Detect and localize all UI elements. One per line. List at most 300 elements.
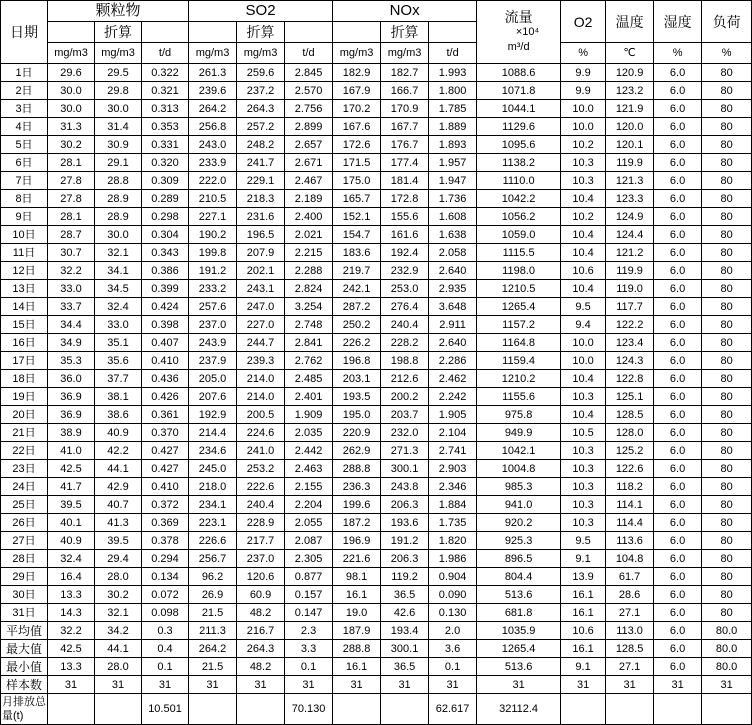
table-cell: 2.401 bbox=[285, 388, 333, 406]
table-cell: 192.9 bbox=[189, 406, 237, 424]
table-cell: 1.909 bbox=[285, 406, 333, 424]
table-cell: 30.2 bbox=[95, 586, 142, 604]
table-cell: 166.7 bbox=[381, 82, 429, 100]
table-cell: 80.0 bbox=[702, 658, 752, 676]
table-cell: 0.378 bbox=[142, 532, 189, 550]
table-cell: 1.893 bbox=[429, 136, 477, 154]
table-cell: 33.0 bbox=[48, 280, 95, 298]
header-humidity: 湿度 bbox=[654, 1, 702, 43]
table-cell: 2.640 bbox=[429, 262, 477, 280]
table-cell: 239.6 bbox=[189, 82, 237, 100]
table-cell: 202.1 bbox=[237, 262, 285, 280]
table-cell: 10.5 bbox=[561, 424, 606, 442]
table-cell: 19.0 bbox=[333, 604, 381, 622]
table-cell: 60.9 bbox=[237, 586, 285, 604]
table-cell: 2.841 bbox=[285, 334, 333, 352]
table-cell: 80 bbox=[702, 334, 752, 352]
table-cell: 226.2 bbox=[333, 334, 381, 352]
table-cell: 1.820 bbox=[429, 532, 477, 550]
table-cell: 31 bbox=[606, 676, 654, 694]
table-cell: 2.104 bbox=[429, 424, 477, 442]
table-row bbox=[1, 568, 752, 586]
table-cell: 288.8 bbox=[333, 640, 381, 658]
table-cell: 216.7 bbox=[237, 622, 285, 640]
table-cell: 200.5 bbox=[237, 406, 285, 424]
table-cell: 41.0 bbox=[48, 442, 95, 460]
table-cell: 2.400 bbox=[285, 208, 333, 226]
table-cell: 121.9 bbox=[606, 100, 654, 118]
table-cell: 2.058 bbox=[429, 244, 477, 262]
table-cell: 10.3 bbox=[561, 388, 606, 406]
table-row bbox=[1, 478, 752, 496]
table-cell: 80 bbox=[702, 82, 752, 100]
table-cell: 34.4 bbox=[48, 316, 95, 334]
table-cell: 30.0 bbox=[48, 82, 95, 100]
table-cell: 42.5 bbox=[48, 460, 95, 478]
table-cell: 203.1 bbox=[333, 370, 381, 388]
table-cell: 16.4 bbox=[48, 568, 95, 586]
table-cell: 31 bbox=[333, 676, 381, 694]
table-row-label: 25日 bbox=[1, 496, 48, 514]
table-cell: 32.4 bbox=[95, 298, 142, 316]
table-cell: 31 bbox=[477, 676, 561, 694]
table-cell: 36.5 bbox=[381, 586, 429, 604]
table-cell: 40.9 bbox=[48, 532, 95, 550]
table-cell: 226.6 bbox=[189, 532, 237, 550]
table-cell: 10.0 bbox=[561, 352, 606, 370]
table-cell: 124.4 bbox=[606, 226, 654, 244]
table-cell: 2.346 bbox=[429, 478, 477, 496]
table-cell: 28.0 bbox=[95, 568, 142, 586]
table-cell: 261.3 bbox=[189, 64, 237, 82]
table-cell: 207.9 bbox=[237, 244, 285, 262]
table-cell: 207.6 bbox=[189, 388, 237, 406]
table-cell: 237.2 bbox=[237, 82, 285, 100]
table-cell: 198.8 bbox=[381, 352, 429, 370]
table-cell: 227.0 bbox=[237, 316, 285, 334]
table-cell: 221.6 bbox=[333, 550, 381, 568]
table-cell: 192.4 bbox=[381, 244, 429, 262]
table-cell: 170.9 bbox=[381, 100, 429, 118]
table-cell: 176.7 bbox=[381, 136, 429, 154]
unit-nox-conv-mg: mg/m3 bbox=[381, 43, 429, 64]
table-cell: 13.9 bbox=[561, 568, 606, 586]
table-cell: 0.372 bbox=[142, 496, 189, 514]
table-cell: 42.6 bbox=[381, 604, 429, 622]
table-cell: 172.8 bbox=[381, 190, 429, 208]
summary-row-label: 最小值 bbox=[1, 658, 48, 676]
table-cell: 0.877 bbox=[285, 568, 333, 586]
table-cell: 2.845 bbox=[285, 64, 333, 82]
summary-row bbox=[1, 640, 752, 658]
table-cell: 2.055 bbox=[285, 514, 333, 532]
table-cell: 128.5 bbox=[606, 640, 654, 658]
table-cell: 2.462 bbox=[429, 370, 477, 388]
table-cell: 80 bbox=[702, 424, 752, 442]
table-cell: 9.4 bbox=[561, 316, 606, 334]
table-cell: 224.6 bbox=[237, 424, 285, 442]
table-cell: 2.204 bbox=[285, 496, 333, 514]
table-cell: 1155.6 bbox=[477, 388, 561, 406]
table-cell: 237.0 bbox=[189, 316, 237, 334]
table-row bbox=[1, 370, 752, 388]
unit-particulate-td: t/d bbox=[142, 43, 189, 64]
unit-nox-mg: mg/m3 bbox=[333, 43, 381, 64]
table-cell: 0.3 bbox=[142, 622, 189, 640]
unit-so2-td: t/d bbox=[285, 43, 333, 64]
table-cell: 31.4 bbox=[95, 118, 142, 136]
table-cell: 38.1 bbox=[95, 388, 142, 406]
table-row-label: 12日 bbox=[1, 262, 48, 280]
summary-row-label: 最大值 bbox=[1, 640, 48, 658]
table-cell: 80 bbox=[702, 568, 752, 586]
table-cell: 35.1 bbox=[95, 334, 142, 352]
table-cell: 182.7 bbox=[381, 64, 429, 82]
header-nox: NOx bbox=[333, 1, 477, 22]
table-cell: 34.5 bbox=[95, 280, 142, 298]
table-row bbox=[1, 442, 752, 460]
table-cell: 0.427 bbox=[142, 460, 189, 478]
table-cell: 181.4 bbox=[381, 172, 429, 190]
table-cell: 196.5 bbox=[237, 226, 285, 244]
table-cell: 6.0 bbox=[654, 280, 702, 298]
monthly-so2-total: 70.130 bbox=[285, 694, 333, 725]
table-cell: 10.2 bbox=[561, 208, 606, 226]
table-cell: 199.8 bbox=[189, 244, 237, 262]
table-cell: 0.157 bbox=[285, 586, 333, 604]
table-cell: 27.1 bbox=[606, 658, 654, 676]
table-cell: 233.9 bbox=[189, 154, 237, 172]
table-cell: 264.2 bbox=[189, 640, 237, 658]
table-row-label: 26日 bbox=[1, 514, 48, 532]
table-cell: 41.3 bbox=[95, 514, 142, 532]
table-cell: 2.189 bbox=[285, 190, 333, 208]
table-cell: 80 bbox=[702, 190, 752, 208]
table-cell: 1110.0 bbox=[477, 172, 561, 190]
table-cell: 118.2 bbox=[606, 478, 654, 496]
table-cell: 264.3 bbox=[237, 100, 285, 118]
table-cell: 1035.9 bbox=[477, 622, 561, 640]
table-cell: 80 bbox=[702, 244, 752, 262]
table-cell: 896.5 bbox=[477, 550, 561, 568]
table-cell: 219.7 bbox=[333, 262, 381, 280]
table-row bbox=[1, 244, 752, 262]
table-cell: 1088.6 bbox=[477, 64, 561, 82]
table-cell: 218.3 bbox=[237, 190, 285, 208]
table-cell: 6.0 bbox=[654, 352, 702, 370]
table-cell: 104.8 bbox=[606, 550, 654, 568]
table-cell: 119.2 bbox=[381, 568, 429, 586]
table-cell: 206.3 bbox=[381, 550, 429, 568]
table-cell: 6.0 bbox=[654, 118, 702, 136]
table-row bbox=[1, 226, 752, 244]
table-cell: 925.3 bbox=[477, 532, 561, 550]
table-cell: 2.242 bbox=[429, 388, 477, 406]
table-cell: 975.8 bbox=[477, 406, 561, 424]
table-row-label: 24日 bbox=[1, 478, 48, 496]
table-cell: 80 bbox=[702, 388, 752, 406]
table-cell: 123.4 bbox=[606, 334, 654, 352]
table-cell: 10.3 bbox=[561, 514, 606, 532]
table-cell: 80 bbox=[702, 298, 752, 316]
table-cell: 16.1 bbox=[333, 658, 381, 676]
table-cell: 240.4 bbox=[381, 316, 429, 334]
table-cell: 27.8 bbox=[48, 172, 95, 190]
table-cell: 2.155 bbox=[285, 478, 333, 496]
table-cell: 200.2 bbox=[381, 388, 429, 406]
table-cell: 0.436 bbox=[142, 370, 189, 388]
table-cell: 10.3 bbox=[561, 442, 606, 460]
table-row bbox=[1, 388, 752, 406]
table-cell: 10.4 bbox=[561, 226, 606, 244]
monthly-flow-total: 32112.4 bbox=[477, 694, 561, 725]
table-cell: 80 bbox=[702, 226, 752, 244]
table-cell: 232.9 bbox=[381, 262, 429, 280]
table-cell: 0.090 bbox=[429, 586, 477, 604]
table-row-label: 2日 bbox=[1, 82, 48, 100]
header-flow bbox=[477, 1, 561, 64]
table-cell: 6.0 bbox=[654, 262, 702, 280]
table-cell: 39.5 bbox=[48, 496, 95, 514]
table-row bbox=[1, 136, 752, 154]
table-cell: 122.2 bbox=[606, 316, 654, 334]
table-cell: 32.1 bbox=[95, 604, 142, 622]
table-cell: 32.2 bbox=[48, 262, 95, 280]
table-cell: 0.426 bbox=[142, 388, 189, 406]
table-cell: 2.903 bbox=[429, 460, 477, 478]
table-cell: 29.4 bbox=[95, 550, 142, 568]
table-cell: 243.0 bbox=[189, 136, 237, 154]
table-cell: 985.3 bbox=[477, 478, 561, 496]
table-cell: 48.2 bbox=[237, 658, 285, 676]
table-cell: 31 bbox=[702, 676, 752, 694]
table-cell: 80 bbox=[702, 262, 752, 280]
table-cell: 195.0 bbox=[333, 406, 381, 424]
table-cell: 234.6 bbox=[189, 442, 237, 460]
table-cell: 14.3 bbox=[48, 604, 95, 622]
table-cell: 80 bbox=[702, 586, 752, 604]
table-cell: 2.741 bbox=[429, 442, 477, 460]
table-cell: 80.0 bbox=[702, 622, 752, 640]
table-cell: 2.570 bbox=[285, 82, 333, 100]
table-cell: 0.398 bbox=[142, 316, 189, 334]
table-cell: 113.6 bbox=[606, 532, 654, 550]
table-cell: 243.8 bbox=[381, 478, 429, 496]
header-row-units bbox=[1, 43, 752, 64]
table-cell: 40.7 bbox=[95, 496, 142, 514]
table-cell: 44.1 bbox=[95, 640, 142, 658]
table-cell: 28.9 bbox=[95, 208, 142, 226]
table-cell: 10.4 bbox=[561, 244, 606, 262]
table-cell: 123.3 bbox=[606, 190, 654, 208]
table-cell: 2.911 bbox=[429, 316, 477, 334]
table-cell: 80 bbox=[702, 550, 752, 568]
table-cell: 1.957 bbox=[429, 154, 477, 172]
table-cell: 190.2 bbox=[189, 226, 237, 244]
table-cell: 40.9 bbox=[95, 424, 142, 442]
table-cell: 2.463 bbox=[285, 460, 333, 478]
table-cell: 241.7 bbox=[237, 154, 285, 172]
header-so2: SO2 bbox=[189, 1, 333, 22]
table-cell: 0.147 bbox=[285, 604, 333, 622]
table-cell: 214.0 bbox=[237, 370, 285, 388]
table-cell: 6.0 bbox=[654, 100, 702, 118]
table-cell: 949.9 bbox=[477, 424, 561, 442]
table-cell: 245.0 bbox=[189, 460, 237, 478]
table-cell: 152.1 bbox=[333, 208, 381, 226]
table-cell: 681.8 bbox=[477, 604, 561, 622]
table-cell: 154.7 bbox=[333, 226, 381, 244]
table-cell: 6.0 bbox=[654, 136, 702, 154]
table-cell: 42.9 bbox=[95, 478, 142, 496]
table-cell: 2.935 bbox=[429, 280, 477, 298]
unit-o2: % bbox=[561, 43, 606, 64]
header-temp: 温度 bbox=[606, 1, 654, 43]
table-cell: 6.0 bbox=[654, 424, 702, 442]
table-cell: 6.0 bbox=[654, 298, 702, 316]
table-row-label: 15日 bbox=[1, 316, 48, 334]
table-cell: 10.3 bbox=[561, 460, 606, 478]
table-cell: 256.7 bbox=[189, 550, 237, 568]
table-cell: 1265.4 bbox=[477, 640, 561, 658]
table-cell: 36.9 bbox=[48, 388, 95, 406]
table-cell: 28.1 bbox=[48, 208, 95, 226]
table-cell: 0.904 bbox=[429, 568, 477, 586]
table-row-label: 16日 bbox=[1, 334, 48, 352]
table-cell: 167.9 bbox=[333, 82, 381, 100]
table-cell: 80 bbox=[702, 100, 752, 118]
table-cell: 80 bbox=[702, 280, 752, 298]
table-row-label: 18日 bbox=[1, 370, 48, 388]
table-cell: 0.130 bbox=[429, 604, 477, 622]
table-row-label: 10日 bbox=[1, 226, 48, 244]
table-cell: 1.736 bbox=[429, 190, 477, 208]
table-row bbox=[1, 334, 752, 352]
table-cell: 205.0 bbox=[189, 370, 237, 388]
table-cell: 920.2 bbox=[477, 514, 561, 532]
table-cell: 80.0 bbox=[702, 640, 752, 658]
table-cell: 2.286 bbox=[429, 352, 477, 370]
table-cell: 271.3 bbox=[381, 442, 429, 460]
table-cell: 1265.4 bbox=[477, 298, 561, 316]
table-cell: 0.427 bbox=[142, 442, 189, 460]
table-cell: 32.1 bbox=[95, 244, 142, 262]
table-cell: 2.288 bbox=[285, 262, 333, 280]
table-cell: 39.5 bbox=[95, 532, 142, 550]
table-row-label: 8日 bbox=[1, 190, 48, 208]
table-cell: 6.0 bbox=[654, 172, 702, 190]
table-cell: 120.1 bbox=[606, 136, 654, 154]
table-cell: 120.6 bbox=[237, 568, 285, 586]
table-cell: 250.2 bbox=[333, 316, 381, 334]
table-cell: 1159.4 bbox=[477, 352, 561, 370]
table-row-label: 1日 bbox=[1, 64, 48, 82]
table-cell: 40.1 bbox=[48, 514, 95, 532]
table-cell: 80 bbox=[702, 478, 752, 496]
table-cell: 0.134 bbox=[142, 568, 189, 586]
table-cell: 228.9 bbox=[237, 514, 285, 532]
table-cell: 223.1 bbox=[189, 514, 237, 532]
table-cell: 6.0 bbox=[654, 388, 702, 406]
table-cell: 10.4 bbox=[561, 190, 606, 208]
table-cell: 276.4 bbox=[381, 298, 429, 316]
table-cell: 177.4 bbox=[381, 154, 429, 172]
table-cell: 31 bbox=[237, 676, 285, 694]
table-cell: 2.640 bbox=[429, 334, 477, 352]
table-cell: 0.313 bbox=[142, 100, 189, 118]
table-cell: 0.407 bbox=[142, 334, 189, 352]
table-cell: 30.7 bbox=[48, 244, 95, 262]
table-cell: 193.6 bbox=[381, 514, 429, 532]
table-cell: 214.4 bbox=[189, 424, 237, 442]
table-cell: 220.9 bbox=[333, 424, 381, 442]
table-cell: 31 bbox=[381, 676, 429, 694]
table-cell: 2.824 bbox=[285, 280, 333, 298]
table-cell: 1042.1 bbox=[477, 442, 561, 460]
table-cell: 122.6 bbox=[606, 460, 654, 478]
table-cell: 167.6 bbox=[333, 118, 381, 136]
table-cell: 80 bbox=[702, 64, 752, 82]
table-cell: 80 bbox=[702, 118, 752, 136]
table-cell: 32.4 bbox=[48, 550, 95, 568]
table-cell: 29.5 bbox=[95, 64, 142, 82]
table-row bbox=[1, 280, 752, 298]
table-cell: 3.648 bbox=[429, 298, 477, 316]
header-load: 负荷 bbox=[702, 1, 752, 43]
table-cell: 257.2 bbox=[237, 118, 285, 136]
table-row-label: 27日 bbox=[1, 532, 48, 550]
table-cell: 1.905 bbox=[429, 406, 477, 424]
table-cell: 231.6 bbox=[237, 208, 285, 226]
table-cell: 31.3 bbox=[48, 118, 95, 136]
header-date: 日期 bbox=[1, 1, 48, 64]
table-cell: 34.9 bbox=[48, 334, 95, 352]
table-cell: 80 bbox=[702, 370, 752, 388]
table-cell: 6.0 bbox=[654, 514, 702, 532]
table-cell: 1004.8 bbox=[477, 460, 561, 478]
table-cell: 31 bbox=[285, 676, 333, 694]
table-cell: 34.1 bbox=[95, 262, 142, 280]
unit-nox-td: t/d bbox=[429, 43, 477, 64]
table-cell: 61.7 bbox=[606, 568, 654, 586]
table-cell: 244.7 bbox=[237, 334, 285, 352]
table-cell: 10.6 bbox=[561, 262, 606, 280]
table-cell: 1164.8 bbox=[477, 334, 561, 352]
table-cell: 234.1 bbox=[189, 496, 237, 514]
table-cell: 6.0 bbox=[654, 154, 702, 172]
table-cell: 119.0 bbox=[606, 280, 654, 298]
table-cell: 41.7 bbox=[48, 478, 95, 496]
table-cell: 941.0 bbox=[477, 496, 561, 514]
table-cell: 6.0 bbox=[654, 208, 702, 226]
table-row-label: 3日 bbox=[1, 100, 48, 118]
table-cell: 248.2 bbox=[237, 136, 285, 154]
table-cell: 125.1 bbox=[606, 388, 654, 406]
table-row-label: 7日 bbox=[1, 172, 48, 190]
table-cell: 1138.2 bbox=[477, 154, 561, 172]
table-cell: 182.9 bbox=[333, 64, 381, 82]
table-row bbox=[1, 586, 752, 604]
monthly-emission-label: 月排放总量(t) bbox=[1, 694, 48, 725]
table-cell: 28.1 bbox=[48, 154, 95, 172]
table-cell: 80 bbox=[702, 460, 752, 478]
table-cell: 30.9 bbox=[95, 136, 142, 154]
table-row bbox=[1, 172, 752, 190]
table-cell: 0.331 bbox=[142, 136, 189, 154]
table-cell: 3.254 bbox=[285, 298, 333, 316]
table-cell: 9.1 bbox=[561, 658, 606, 676]
table-row-label: 13日 bbox=[1, 280, 48, 298]
